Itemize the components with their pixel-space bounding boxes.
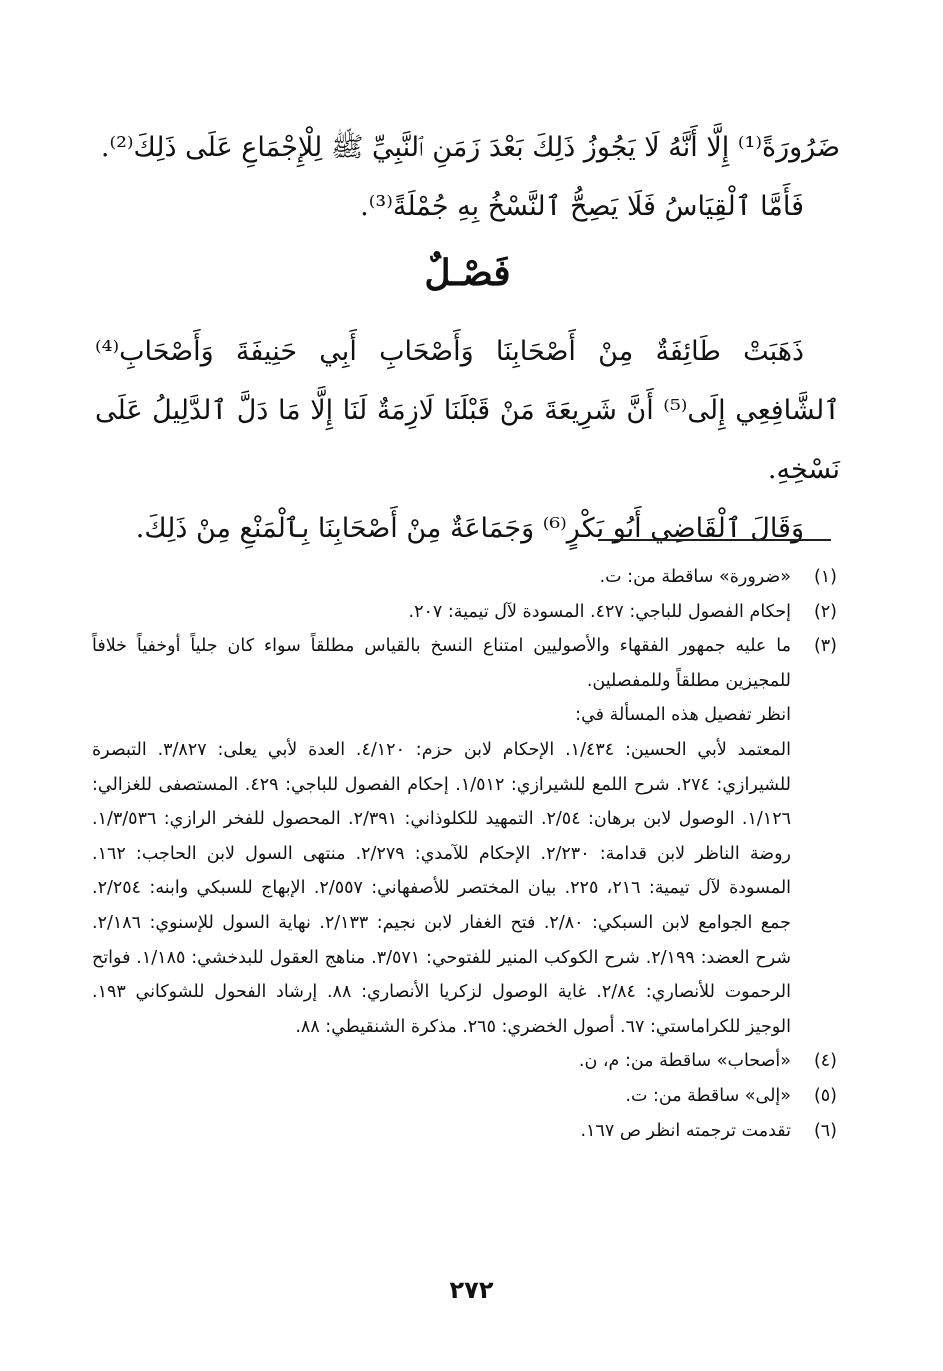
page-number: ٢٧٢ — [449, 1276, 494, 1304]
footnote-2 — [92, 595, 837, 630]
footnote-1 — [92, 560, 837, 595]
main-paragraph-4: وَقَالَ ٱلْقَاضِي أَبُو بَكْرٍ⁽⁶⁾ وَجَمَاعَةٌ مِنْ أَصْحَابِنَا بِٱلْمَنْعِ مِنْ ذَلِكَ. — [135, 513, 804, 544]
footnotes — [92, 560, 837, 1148]
main-text — [95, 118, 840, 236]
footnote-5 — [92, 1079, 837, 1114]
footnote-6 — [92, 1114, 837, 1149]
footnote-text: «إلى» ساقطة من: ت. — [625, 1085, 791, 1106]
footnote-number: (٢) — [813, 601, 837, 622]
footnote-3 — [92, 629, 837, 1044]
footnote-number: (٥) — [813, 1085, 837, 1106]
footnote-text: إحكام الفصول للباجي: ٤٢٧. المسودة لآل تيمية: ٢٠٧. — [408, 601, 791, 622]
main-paragraph-3: ذَهَبَتْ طَائِفَةٌ مِنْ أَصْحَابِنَا وَأَصْحَابِ أَبِي حَنِيفَةَ وَأَصْحَابِ⁽⁴⁾ ٱلشَّافِعِي إِلَى⁽⁵⁾ أَنَّ شَرِيعَةَ مَنْ قَبْلَنَا لَازِمَةٌ لَنَا إِلَّا مَا دَلَّ ٱلدَّلِيلُ عَلَى نَسْخِهِ. — [95, 336, 840, 485]
footnote-text: ما عليه جمهور الفقهاء والأصوليين امتناع النسخ بالقياس مطلقاً سواء كان جلياً أوخفياً خلافاً للمجيزين مطلقاً وللمفصلين. — [92, 636, 791, 691]
footnote-number: (٦) — [813, 1120, 837, 1141]
footnote-references: المعتمد لأبي الحسين: ١/٤٣٤. الإحكام لابن حزم: ٤/١٢٠. العدة لأبي يعلى: ٣/٨٢٧. التبصرة للشيرازي: ٢٧٤. شرح اللمع للشيرازي: ١/٥١٢. إحكام الفصول للباجي: ٤٢٩. المستصفى للغزالي: ١/١٢٦. الوصول لابن برهان: ٢/٥٤. التمهيد للكلوذاني: ٢/٣٩١. المحصول للفخر الرازي: ١/٣/٥٣٦. روضة الناظر لابن قدامة: ٢/٢٣٠. الإحكام للآمدي: ٢/٢٧٩. منتهى السول لابن الحاجب: ١٦٢. المسودة لآل تيمية: ٢١٦، ٢٢٥. بيان المختصر للأصفهاني: ٢/٥٥٧. الإبهاج للسبكي وابنه: ٢/٢٥٤. جمع الجوامع لابن السبكي: ٢/٨٠. فتح الغفار لابن نجيم: ٢/١٣٣. نهاية السول للإسنوي: ٢/١٨٦. شرح العضد: ٢/١٩٩. شرح الكوكب المنير للفتوحي: ٣/٥٧١. مناهج العقول للبدخشي: ١/١٨٥. فواتح الرحموت للأنصاري: ٢/٨٤. غاية الوصول لزكريا الأنصاري: ٨٨. إرشاد الفحول للشوكاني ١٩٣. الوجيز للكراماستي: ٦٧. أصول الخضري: ٢٦٥. مذكرة الشنقيطي: ٨٨. — [92, 739, 792, 1037]
footnote-text: «أصحاب» ساقطة من: م، ن. — [578, 1051, 791, 1072]
footnote-number: (٣) — [813, 636, 837, 657]
main-paragraph-1: ضَرُورَةً⁽¹⁾ إِلَّا أَنَّهُ لَا يَجُوزُ ذَلِكَ بَعْدَ زَمَنِ ٱلنَّبِيِّ ﷺ لِلْإِجْمَاعِ عَلَى ذَلِكَ⁽²⁾. — [100, 132, 840, 163]
section-heading: فَصْـلٌ — [424, 252, 511, 294]
footnote-text: تقدمت ترجمته انظر ص ١٦٧. — [580, 1120, 791, 1141]
footnote-text: «ضرورة» ساقطة من: ت. — [599, 567, 791, 587]
section-text — [95, 322, 840, 558]
footnote-separator — [598, 539, 831, 541]
footnote-4 — [92, 1044, 837, 1079]
footnote-number: (١) — [813, 567, 837, 587]
footnote-number: (٤) — [813, 1051, 837, 1072]
footnote-see-also: انظر تفصيل هذه المسألة في: — [575, 705, 791, 726]
main-paragraph-2: فَأَمَّا ٱلْقِيَاسُ فَلَا يَصِحُّ ٱلنَّسْخُ بِهِ جُمْلَةً⁽³⁾. — [360, 191, 804, 222]
footnote-body — [92, 629, 791, 1044]
